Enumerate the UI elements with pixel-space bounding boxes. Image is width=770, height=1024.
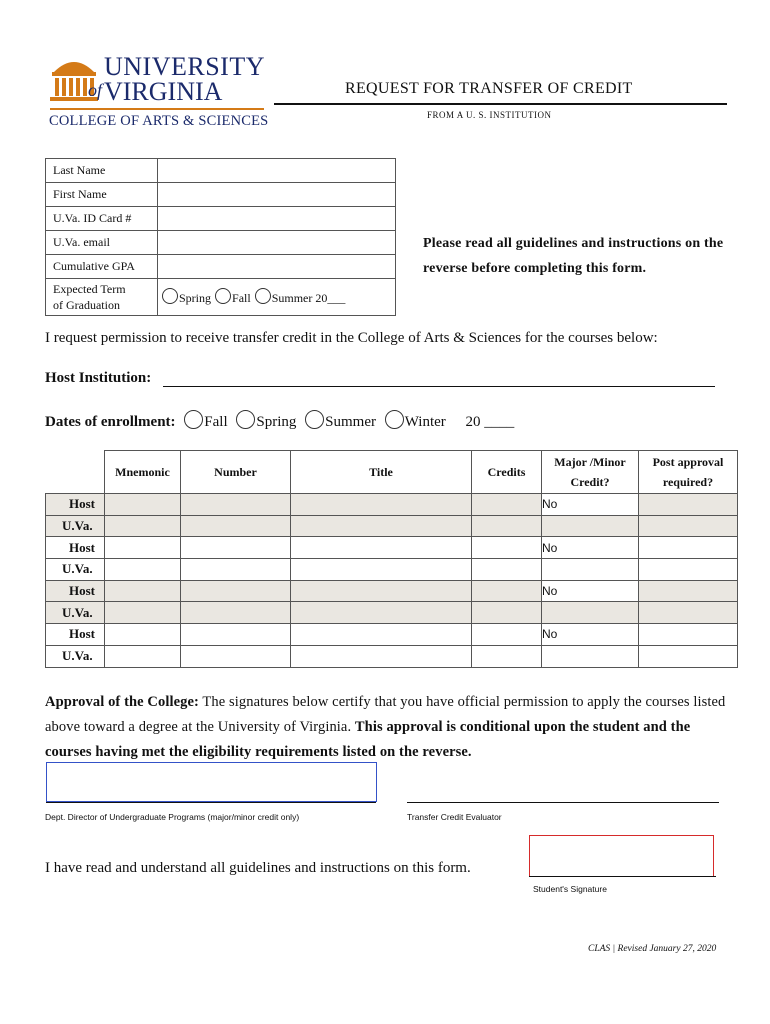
row-label: Host — [46, 624, 105, 646]
credits-cell[interactable] — [472, 580, 542, 602]
fall-radio[interactable] — [215, 288, 231, 304]
first-name-label: First Name — [46, 183, 158, 207]
logo-of-text: of — [88, 80, 103, 100]
logo-virginia-text: VIRGINIA — [104, 77, 223, 106]
email-field[interactable] — [158, 231, 396, 255]
header-major-minor: Major /Minor Credit? — [542, 451, 639, 494]
post-approval-cell[interactable] — [639, 602, 738, 624]
title-cell[interactable] — [291, 559, 472, 581]
header-mnemonic: Mnemonic — [105, 451, 181, 494]
title-cell[interactable] — [291, 494, 472, 516]
credits-cell[interactable] — [472, 624, 542, 646]
id-card-label: U.Va. ID Card # — [46, 207, 158, 231]
number-cell[interactable] — [181, 515, 291, 537]
major-minor-select[interactable]: No — [542, 580, 639, 602]
last-name-field[interactable] — [158, 159, 396, 183]
guidelines-note: Please read all guidelines and instructions on the reverse before completing this form. — [423, 236, 724, 276]
email-label: U.Va. email — [46, 231, 158, 255]
mnemonic-cell[interactable] — [105, 559, 181, 581]
acknowledge-statement: I have read and understand all guidelines and instructions on this form. — [45, 860, 471, 876]
credits-cell[interactable] — [472, 515, 542, 537]
id-card-field[interactable] — [158, 207, 396, 231]
major-minor-cell — [542, 559, 639, 581]
title-cell[interactable] — [291, 624, 472, 646]
student-info-table — [45, 158, 396, 316]
graduation-term-options — [158, 279, 396, 316]
evaluator-caption: Transfer Credit Evaluator — [407, 812, 502, 822]
spring-enroll-radio[interactable] — [236, 410, 255, 429]
mnemonic-cell[interactable] — [105, 645, 181, 667]
number-cell[interactable] — [181, 537, 291, 559]
fall-option-label: Fall — [232, 291, 251, 305]
dates-label: Dates of enrollment: — [45, 414, 176, 430]
credits-cell[interactable] — [472, 602, 542, 624]
logo-university-text: UNIVERSITY — [104, 52, 265, 81]
graduation-term-label: Expected Term of Graduation — [46, 279, 158, 316]
post-approval-cell[interactable] — [639, 624, 738, 646]
spring-enroll-label: Spring — [256, 414, 297, 430]
credits-cell[interactable] — [472, 537, 542, 559]
major-minor-select[interactable]: No — [542, 537, 639, 559]
row-label: Host — [46, 494, 105, 516]
enroll-year[interactable]: 20 ____ — [465, 414, 515, 430]
number-cell[interactable] — [181, 580, 291, 602]
mnemonic-cell[interactable] — [105, 537, 181, 559]
row-label: U.Va. — [46, 515, 105, 537]
summer-enroll-label: Summer — [325, 414, 376, 430]
mnemonic-cell[interactable] — [105, 624, 181, 646]
post-approval-cell[interactable] — [639, 580, 738, 602]
mnemonic-cell[interactable] — [105, 602, 181, 624]
number-cell[interactable] — [181, 494, 291, 516]
approval-lead: Approval of the College: — [45, 694, 199, 710]
host-institution-field[interactable] — [163, 386, 715, 387]
mnemonic-cell[interactable] — [105, 580, 181, 602]
spring-option-label: Spring — [179, 291, 212, 305]
winter-enroll-label: Winter — [404, 414, 446, 430]
last-name-label: Last Name — [46, 159, 158, 183]
header-credits: Credits — [472, 451, 542, 494]
host-institution-label: Host Institution: — [45, 370, 152, 386]
course-table — [45, 450, 738, 668]
revision-footer: CLAS | Revised January 27, 2020 — [588, 944, 717, 954]
summer-option-label: Summer 20___ — [271, 291, 346, 305]
fall-enroll-radio[interactable] — [184, 410, 203, 429]
director-caption: Dept. Director of Undergraduate Programs (major/minor credit only) — [45, 812, 300, 822]
winter-enroll-radio[interactable] — [385, 410, 404, 429]
row-label: U.Va. — [46, 602, 105, 624]
number-cell[interactable] — [181, 602, 291, 624]
post-approval-cell[interactable] — [639, 515, 738, 537]
major-minor-cell — [542, 645, 639, 667]
college-name: COLLEGE OF ARTS & SCIENCES — [49, 113, 269, 129]
student-signature-line — [529, 876, 716, 877]
row-label: Host — [46, 580, 105, 602]
major-minor-cell — [542, 602, 639, 624]
summer-radio[interactable] — [255, 288, 271, 304]
title-cell[interactable] — [291, 580, 472, 602]
number-cell[interactable] — [181, 624, 291, 646]
title-cell[interactable] — [291, 645, 472, 667]
form-subtitle: FROM A U. S. INSTITUTION — [427, 110, 552, 120]
header-title: Title — [291, 451, 472, 494]
summer-enroll-radio[interactable] — [305, 410, 324, 429]
mnemonic-cell[interactable] — [105, 515, 181, 537]
approval-statement — [45, 690, 735, 765]
form-title: REQUEST FOR TRANSFER OF CREDIT — [345, 80, 633, 97]
title-cell[interactable] — [291, 537, 472, 559]
title-rule — [274, 103, 727, 105]
spring-radio[interactable] — [162, 288, 178, 304]
approval-body: The signatures below certify that you have official permission to apply the courses listed above toward a degree at the University of Virginia. — [45, 694, 726, 735]
post-approval-cell[interactable] — [639, 559, 738, 581]
evaluator-signature-line[interactable] — [407, 802, 719, 803]
student-signature-caption: Student's Signature — [533, 884, 607, 894]
header-number: Number — [181, 451, 291, 494]
title-cell[interactable] — [291, 515, 472, 537]
major-minor-select[interactable]: No — [542, 494, 639, 516]
director-signature-field[interactable] — [46, 762, 377, 802]
header-post-approval: Post approval required? — [639, 451, 738, 494]
first-name-field[interactable] — [158, 183, 396, 207]
title-cell[interactable] — [291, 602, 472, 624]
credits-cell[interactable] — [472, 559, 542, 581]
gpa-field[interactable] — [158, 255, 396, 279]
major-minor-select[interactable]: No — [542, 624, 639, 646]
student-signature-field[interactable] — [529, 835, 714, 877]
post-approval-cell[interactable] — [639, 494, 738, 516]
dates-of-enrollment — [45, 410, 514, 431]
row-label: U.Va. — [46, 645, 105, 667]
major-minor-cell — [542, 515, 639, 537]
request-statement: I request permission to receive transfer credit in the College of Arts & Sciences for the courses below: — [45, 330, 658, 346]
post-approval-cell[interactable] — [639, 645, 738, 667]
approval-condition: This approval is conditional upon the student and the courses having met the eligibility requirements listed on the reverse. — [45, 719, 691, 760]
number-cell[interactable] — [181, 559, 291, 581]
credits-cell[interactable] — [472, 494, 542, 516]
mnemonic-cell[interactable] — [105, 494, 181, 516]
fall-enroll-label: Fall — [204, 414, 228, 430]
credits-cell[interactable] — [472, 645, 542, 667]
row-label: U.Va. — [46, 559, 105, 581]
number-cell[interactable] — [181, 645, 291, 667]
director-signature-line — [46, 802, 376, 803]
logo-divider — [50, 108, 264, 110]
post-approval-cell[interactable] — [639, 537, 738, 559]
header-blank — [46, 451, 105, 494]
row-label: Host — [46, 537, 105, 559]
gpa-label: Cumulative GPA — [46, 255, 158, 279]
